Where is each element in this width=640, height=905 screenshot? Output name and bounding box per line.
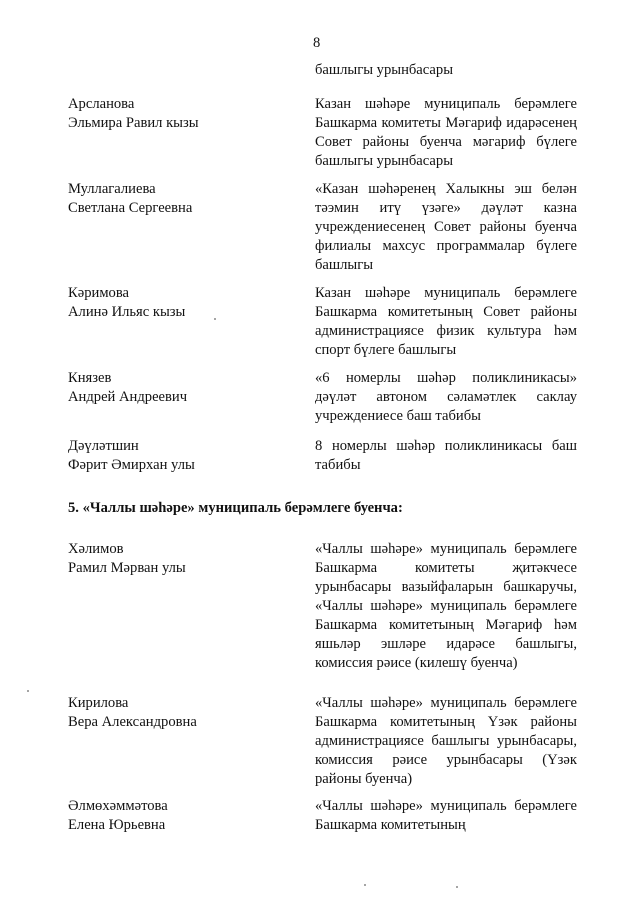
member-position: «Чаллы шәһәре» муниципаль берәмлеге Башкарма комитетының Үзәк районы администрациясе башлыгы урынбасары, комиссия рәисе урынбасары (Үзәк районы буенча) — [315, 695, 577, 787]
member-position: «Чаллы шәһәре» муниципаль берәмлеге Башкарма комитетының — [315, 798, 577, 833]
member-given-name: Фәрит Әмирхан улы — [68, 457, 195, 473]
member-position: Казан шәһәре муниципаль берәмлеге Башкарма комитеты Мәгариф идарәсенең Совет районы буенча мәгариф бүлеге башлыгы урынбасары — [315, 96, 577, 169]
member-name — [68, 95, 298, 133]
member-given-name: Елена Юрьевна — [68, 817, 166, 833]
member-surname: Кирилова — [68, 695, 129, 711]
scan-speck — [214, 318, 216, 320]
member-given-name: Светлана Сергеевна — [68, 200, 193, 216]
member-surname: Князев — [68, 370, 112, 386]
member-position: Казан шәһәре муниципаль берәмлеге Башкарма комитетының Совет районы администрациясе физик культура һәм спорт бүлеге башлыгы — [315, 285, 577, 358]
member-position: 8 номерлы шәһәр поликлиникасы баш табибы — [315, 438, 577, 473]
member-given-name: Эльмира Равил кызы — [68, 115, 199, 131]
member-surname: Хәлимов — [68, 541, 124, 557]
scan-speck — [456, 886, 458, 888]
member-surname: Муллагалиева — [68, 181, 156, 197]
member-given-name: Рамил Мәрван улы — [68, 560, 186, 576]
member-name — [68, 284, 298, 322]
continuation-text: башлыгы урынбасары — [315, 62, 454, 78]
member-given-name: Андрей Андреевич — [68, 389, 188, 405]
member-name — [68, 369, 298, 407]
member-surname: Дәүләтшин — [68, 438, 139, 454]
scan-speck — [364, 884, 366, 886]
member-surname: Арсланова — [68, 96, 135, 112]
member-surname: Кәримова — [68, 285, 130, 301]
scan-speck — [27, 690, 29, 692]
member-name — [68, 797, 298, 835]
member-position: «Казан шәһәренең Халыкны эш белән тәэмин итү үзәге» дәүләт казна учреждениесенең Совет районы буенча филиалы махсус программалар бүлеге башлыгы — [315, 181, 577, 273]
section-heading: 5. «Чаллы шәһәре» муниципаль берәмлеге буенча: — [68, 500, 403, 516]
member-name — [68, 540, 298, 578]
member-position: «6 номерлы шәһәр поликлиникасы» дәүләт автоном сәламәтлек саклау учреждениесе баш табибы — [315, 370, 577, 424]
member-position: «Чаллы шәһәре» муниципаль берәмлеге Башкарма комитеты җитәкчесе урынбасары вазыйфаларын башкаручы, «Чаллы шәһәре» муниципаль берәмлеге Башкарма комитетының Мәгариф һәм яшьләр эшләре идарәсе башлыгы, комиссия рәисе (килешү буенча) — [315, 541, 577, 671]
member-name — [68, 694, 298, 732]
member-surname: Әлмөхәммәтова — [68, 798, 168, 814]
member-given-name: Алинә Ильяс кызы — [68, 304, 186, 320]
page-number: 8 — [313, 35, 321, 51]
member-given-name: Вера Александровна — [68, 714, 197, 730]
member-name — [68, 180, 298, 218]
member-name — [68, 437, 298, 475]
